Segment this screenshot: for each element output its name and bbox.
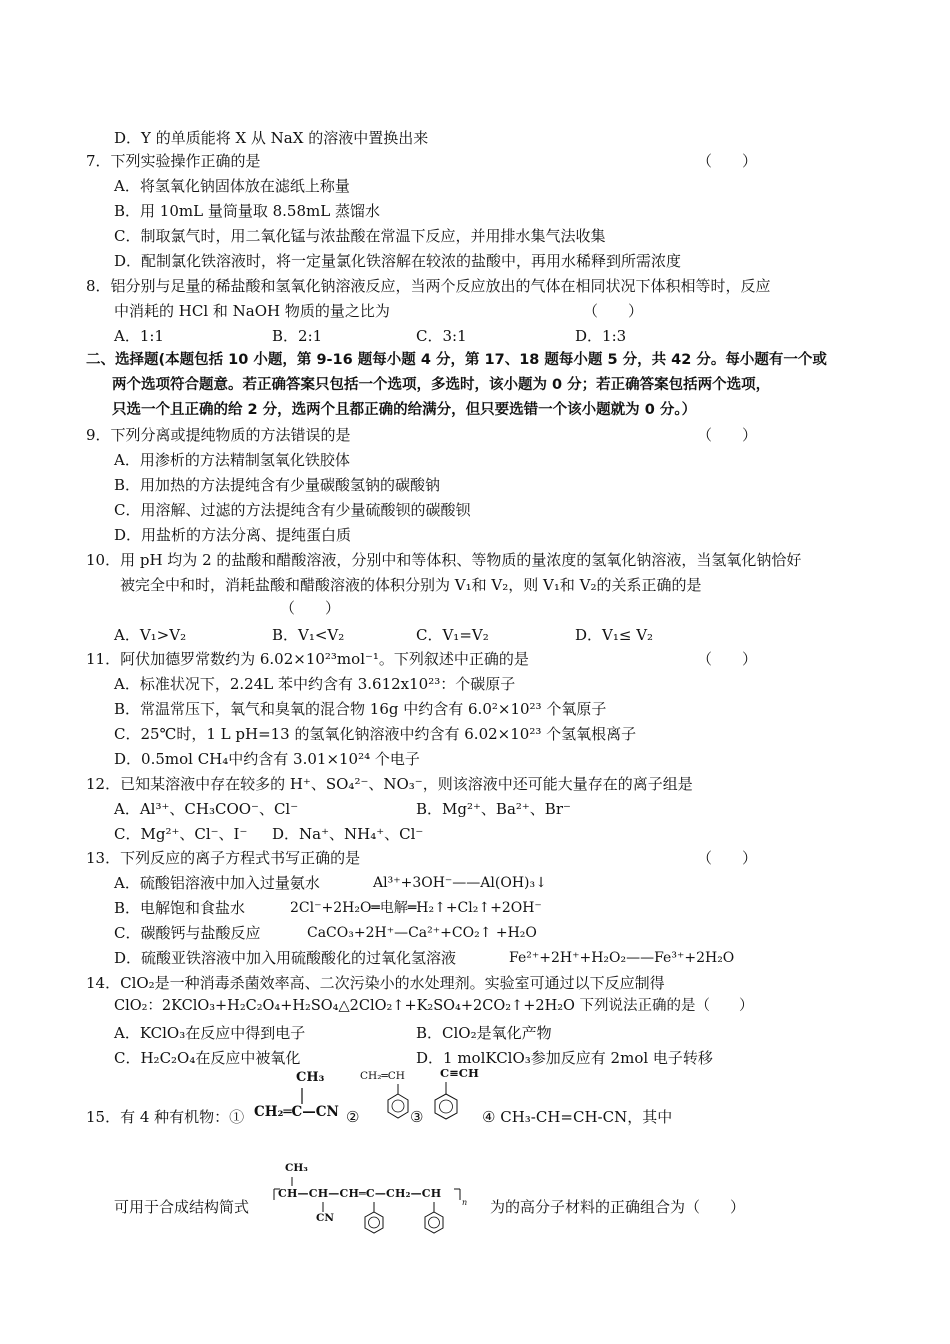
q15-stem-end: 为的高分子材料的正确组合为（ ） — [490, 1198, 746, 1216]
q10-answer-paren: （ ） — [280, 599, 341, 617]
q7-option-d: D．配制氯化铁溶液时，将一定量氯化铁溶解在较浓的盐酸中，再用水稀释到所需浓度 — [114, 252, 682, 270]
q6-option-d: D．Y 的单质能将 X 从 NaX 的溶液中置换出来 — [114, 129, 429, 147]
q8-option-d: D．1:3 — [575, 327, 627, 345]
q11-option-d: D．0.5mol CH₄中约含有 3.01×10²⁴ 个电子 — [114, 750, 420, 768]
q8-option-c: C．3:1 — [416, 327, 467, 345]
q13-option-d: D．硫酸亚铁溶液中加入用硫酸酸化的过氧化氢溶液 — [114, 949, 457, 967]
q14-option-b: B．ClO₂是氧化产物 — [416, 1024, 552, 1042]
circle-3-marker: ③ — [410, 1108, 424, 1126]
q9-option-a: A．用渗析的方法精制氢氧化铁胶体 — [114, 451, 350, 469]
q13-option-a-equation: Al³⁺+3OH⁻——Al(OH)₃↓ — [373, 875, 547, 891]
q11-option-a: A．标准状况下，2.24L 苯中约含有 3.612x10²³：个碳原子 — [114, 675, 516, 693]
q11-answer-paren: （ ） — [697, 650, 758, 668]
q10-stem: 10．用 pH 均为 2 的盐酸和醋酸溶液，分别中和等体积、等物质的量浓度的氢氧化钠溶液，当氢氧化钠恰好 — [86, 551, 802, 569]
q10-option-c: C．V₁=V₂ — [416, 626, 489, 644]
q8-option-a: A．1:1 — [114, 327, 164, 345]
q9-option-d: D．用盐析的方法分离、提纯蛋白质 — [114, 526, 352, 544]
circle-2-marker: ② — [346, 1108, 360, 1126]
q13-option-c-equation: CaCO₃+2H⁺—Ca²⁺+CO₂↑ +H₂O — [307, 925, 537, 941]
q9-option-c: C．用溶解、过滤的方法提纯含有少量硫酸钡的碳酸钡 — [114, 501, 471, 519]
q10-stem-cont: 被完全中和时，消耗盐酸和醋酸溶液的体积分别为 V₁和 V₂，则 V₁和 V₂的关系正确的是 — [120, 576, 702, 594]
structure-1-chain: CH₂═C—CN — [254, 1104, 339, 1120]
q10-option-d: D．V₁≤ V₂ — [575, 626, 654, 644]
q14-option-d: D．1 molKClO₃参加反应有 2mol 电子转移 — [416, 1049, 713, 1067]
q11-option-b: B．常温常压下，氧气和臭氧的混合物 16g 中约含有 6.0²×10²³ 个氧原子 — [114, 700, 607, 718]
section2-heading-cont2: 只选一个且正确的给 2 分，选两个且都正确的给满分，但只要选错一个该小题就为 0 分。） — [112, 402, 697, 418]
q13-stem: 13．下列反应的离子方程式书写正确的是 — [86, 849, 361, 867]
q10-option-b: B．V₁<V₂ — [272, 626, 345, 644]
structure-3-benzene-ring — [426, 1062, 490, 1132]
structure-3-ethynyl: C≡CH — [440, 1066, 479, 1080]
q10-option-a: A．V₁>V₂ — [114, 626, 187, 644]
q7-option-a: A．将氢氧化钠固体放在滤纸上称量 — [114, 177, 350, 195]
q7-option-b: B．用 10mL 量筒量取 8.58mL 蒸馏水 — [114, 202, 380, 220]
polymer-bonds — [270, 1160, 480, 1242]
q14-stem-cont: ClO₂：2KClO₃+H₂C₂O₄+H₂SO₄△2ClO₂↑+K₂SO₄+2CO₂↑+2H₂O 下列说法正确的是（ ） — [114, 998, 754, 1014]
q12-option-d: D．Na⁺、NH₄⁺、Cl⁻ — [272, 825, 424, 843]
q8-stem-cont: 中消耗的 HCl 和 NaOH 物质的量之比为 — [114, 302, 390, 320]
q11-stem: 11．阿伏加德罗常数约为 6.02×10²³mol⁻¹。下列叙述中正确的是 — [86, 650, 529, 668]
structure-2-vinyl: CH₂═CH — [360, 1070, 405, 1082]
polymer-chain: CH—CH—CH═C—CH₂—CH — [278, 1187, 442, 1200]
q7-option-c: C．制取氯气时，用二氧化锰与浓盐酸在常温下反应，并用排水集气法收集 — [114, 227, 606, 245]
q14-option-c: C．H₂C₂O₄在反应中被氧化 — [114, 1049, 301, 1067]
q8-stem: 8．铝分别与足量的稀盐酸和氢氧化钠溶液反应，当两个反应放出的气体在相同状况下体积相等时，反应 — [86, 277, 771, 295]
q14-option-a: A．KClO₃在反应中得到电子 — [114, 1024, 306, 1042]
q8-answer-paren: （ ） — [583, 302, 644, 320]
structure-3-phenylacetylene — [426, 1062, 490, 1132]
q9-stem: 9．下列分离或提纯物质的方法错误的是 — [86, 426, 351, 444]
q7-answer-paren: （ ） — [697, 152, 758, 170]
q12-stem: 12．已知某溶液中存在较多的 H⁺、SO₄²⁻、NO₃⁻，则该溶液中还可能大量存在的离子组是 — [86, 775, 693, 793]
q9-answer-paren: （ ） — [697, 426, 758, 444]
q13-option-b: B．电解饱和食盐水 — [114, 899, 246, 917]
section2-heading: 二、选择题(本题包括 10 小题，第 9-16 题每小题 4 分，第 17、18 题每小题 5 分，共 42 分。每小题有一个或 — [86, 352, 827, 368]
q13-option-b-equation: 2Cl⁻+2H₂O═电解═H₂↑+Cl₂↑+2OH⁻ — [290, 900, 542, 916]
q13-answer-paren: （ ） — [697, 849, 758, 867]
polymer-structure — [270, 1160, 480, 1242]
polymer-n: n — [462, 1198, 468, 1207]
polymer-ch3: CH₃ — [285, 1162, 308, 1174]
q15-stem-cont: 可用于合成结构简式 — [114, 1198, 250, 1216]
q12-option-b: B．Mg²⁺、Ba²⁺、Br⁻ — [416, 800, 571, 818]
q12-option-c: C．Mg²⁺、Cl⁻、I⁻ — [114, 825, 248, 843]
q15-stem: 15．有 4 种有机物：① — [86, 1108, 245, 1126]
q13-option-c: C．碳酸钙与盐酸反应 — [114, 924, 261, 942]
q14-stem: 14．ClO₂是一种消毒杀菌效率高、二次污染小的水处理剂。实验室可通过以下反应制得 — [86, 974, 665, 992]
q15-compound-4: ④ CH₃-CH=CH-CN，其中 — [482, 1108, 673, 1126]
structure-1-ch3: CH₃ — [296, 1070, 325, 1085]
polymer-cn: CN — [316, 1212, 334, 1224]
q11-option-c: C．25℃时，1 L pH=13 的氢氧化钠溶液中约含有 6.02×10²³ 个氢氧根离子 — [114, 725, 637, 743]
q8-option-b: B．2:1 — [272, 327, 323, 345]
section2-heading-cont1: 两个选项符合题意。若正确答案只包括一个选项，多选时，该小题为 0 分；若正确答案包括两个选项， — [112, 377, 771, 393]
q12-option-a: A．Al³⁺、CH₃COO⁻、Cl⁻ — [114, 800, 299, 818]
q9-option-b: B．用加热的方法提纯含有少量碳酸氢钠的碳酸钠 — [114, 476, 441, 494]
q13-option-d-equation: Fe²⁺+2H⁺+H₂O₂——Fe³⁺+2H₂O — [509, 950, 735, 966]
q7-stem: 7．下列实验操作正确的是 — [86, 152, 261, 170]
q13-option-a: A．硫酸铝溶液中加入过量氨水 — [114, 874, 320, 892]
